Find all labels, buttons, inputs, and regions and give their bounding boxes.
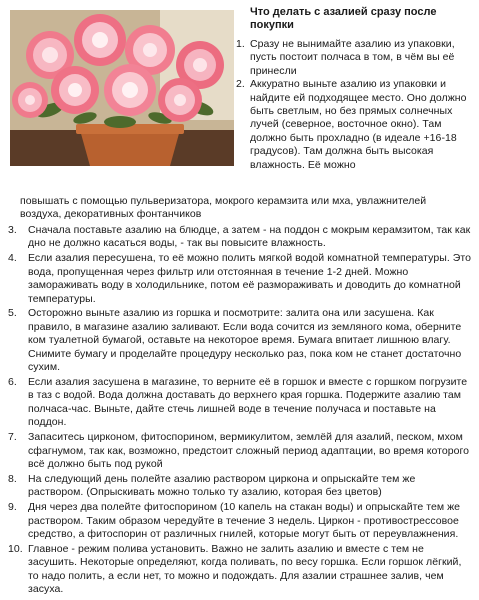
item-number: 2. [236,78,245,91]
list-item [8,473,472,500]
list-item [236,78,472,172]
item-text: Аккуратно выньте азалию из упаковки и найдите ей подходящее место. Оно должно быть светлым, но без прямых солнечных лучей (северное, восточное окно). Там должно быть прохладно (в идеале +16-18 градусов). Там должна быть высокая влажность. Её можно [250,78,467,171]
item-text: Сразу не вынимайте азалию из упаковки, пусть постоит полчаса в том, в чём вы её принесли [250,38,455,77]
azalea-photo [10,10,234,166]
list-item [8,501,472,541]
item-text: Если азалия пересушена, то её можно полить мягкой водой комнатной температуры. Это вода, пропущенная через фильтр или отстоянная в течение 1-2 дней. Можно замораживать воду в холодильнике, потом её размораживать и доводить до комнатной температуры. [28,252,471,305]
item-number: 4. [8,252,17,265]
item-text: Осторожно выньте азалию из горшка и посмотрите: залита она или засушена. Как правило, в магазине азалию заливают. Если вода сочится из земляного кома, оберните ком туалетной бумагой, оставьте на некоторое время. Бумага впитает лишнюю влагу. Снимите бумагу и проделайте процедуру несколько раз, пока ком не станет достаточно сухим. [28,307,462,374]
item-text: Главное - режим полива установить. Важно не залить азалию и вместе с тем не засушить. Некоторые определяют, когда поливать, по весу горшка. Если горшок лёгкий, то надо полить, а если нет, то можно и подождать. Для азалии страшнее залив, чем засуха. [28,542,462,596]
item-text: Сначала поставьте азалию на блюдце, а затем - на поддон с мокрым керамзитом, так как дно не должно касаться воды, - так вы повысите влажность. [28,224,471,250]
item-text: Дня через два полейте фитоспорином (10 капель на стакан воды) и опрыскайте тем же раствором. Таким образом чередуйте в течение 3 недель. Циркон - противострессовое средство, а фитоспорин от различных гнилей, которые могут быть от переувлажнения. [28,501,461,540]
item-text: Запаситесь цирконом, фитоспорином, вермикулитом, землёй для азалий, песком, мхом сфагнумом, так как, возможно, предстоит сложный период адаптации, во время которого всё должно быть под рукой [28,431,470,470]
item-number: 10. [8,542,23,555]
list-item [8,307,472,374]
item-text: На следующий день полейте азалию раствором циркона и опрыскайте тем же раствором. (Опрыскивать можно только ту азалию, которая без цветов) [28,472,416,499]
list-item [236,38,472,78]
list-item [8,224,472,251]
item-number: 6. [8,375,17,388]
item-text: Если азалия засушена в магазине, то верните её в горшок и вместе с горшком погрузите в таз с водой. Вода должна доставать до верхнего края горшка. Подержите азалию там полчаса-час. Выньте, дайте стечь лишней воде в течение получаса и поставьте на поддон. [28,375,468,429]
instructions-list [8,224,472,598]
list-item [8,252,472,306]
list-item [8,431,472,471]
azalea-flowers-image [10,10,234,166]
item-number: 1. [236,38,245,50]
item-2-continuation: повышать с помощью пульверизатора, мокрого керамзита или мха, увлажнителей воздуха, декоративных фонтанчиков [20,195,427,221]
list-item [8,543,472,597]
item-number: 3. [8,224,17,236]
item-number: 8. [8,472,17,485]
item-number: 7. [8,431,17,444]
article-title: Что делать с азалией сразу после покупки [250,6,437,31]
list-item [8,376,472,430]
item-number: 9. [8,501,17,514]
item-number: 5. [8,307,17,320]
instructions-list-top [236,38,472,172]
